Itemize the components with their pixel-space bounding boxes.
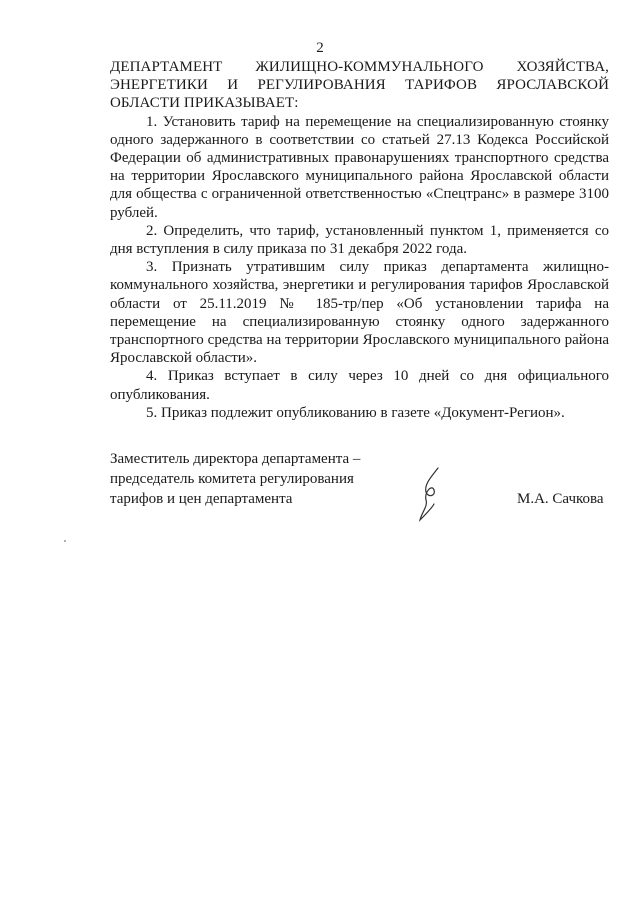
handwritten-signature (412, 462, 460, 526)
signer-name: М.А. Сачкова (517, 491, 604, 507)
paragraph-2: 2. Определить, что тариф, установленный пунктом 1, применяется со дня вступления в силу приказа по 31 декабря 2022 года. (110, 222, 609, 258)
paragraph-1: 1. Установить тариф на перемещение на специализированную стоянку одного задержанного в соответствии со статьей 27.13 Кодекса Российской Федерации об административных правонарушениях транспортного средства на территории Ярославского муниципального района Ярославской области для общества с ограниченной ответственностью «Спецтранс» в размере 3100 рублей. (110, 113, 609, 221)
paragraph-5: 5. Приказ подлежит опубликованию в газете «Документ-Регион». (146, 404, 565, 421)
document-body (110, 58, 609, 422)
signature-block (110, 449, 609, 509)
signer-title-line-2: председатель комитета регулирования (110, 471, 354, 487)
signer-title-line-1: Заместитель директора департамента – (110, 451, 361, 467)
paragraph-3: 3. Признать утратившим силу приказ департамента жилищно-коммунального хозяйства, энергетики и регулирования тарифов Ярославской области от 25.11.2019 № 185-тр/пер «Об установлении тарифа на перемещение на специализированную стоянку одного задержанного транспортного средства на территории Ярославского муниципального района Ярославской области». (110, 259, 609, 367)
page-number: 2 (316, 40, 324, 56)
paragraph-4: 4. Приказ вступает в силу через 10 дней со дня официального опубликования. (110, 368, 609, 403)
signer-title-line-3: тарифов и цен департамента (110, 491, 293, 507)
order-heading: ДЕПАРТАМЕНТ ЖИЛИЩНО-КОММУНАЛЬНОГО ХОЗЯЙСТВА, ЭНЕРГЕТИКИ И РЕГУЛИРОВАНИЯ ТАРИФОВ ЯРОСЛАВСКОЙ ОБЛАСТИ ПРИКАЗЫВАЕТ: (110, 59, 609, 112)
scan-speck (64, 540, 66, 542)
